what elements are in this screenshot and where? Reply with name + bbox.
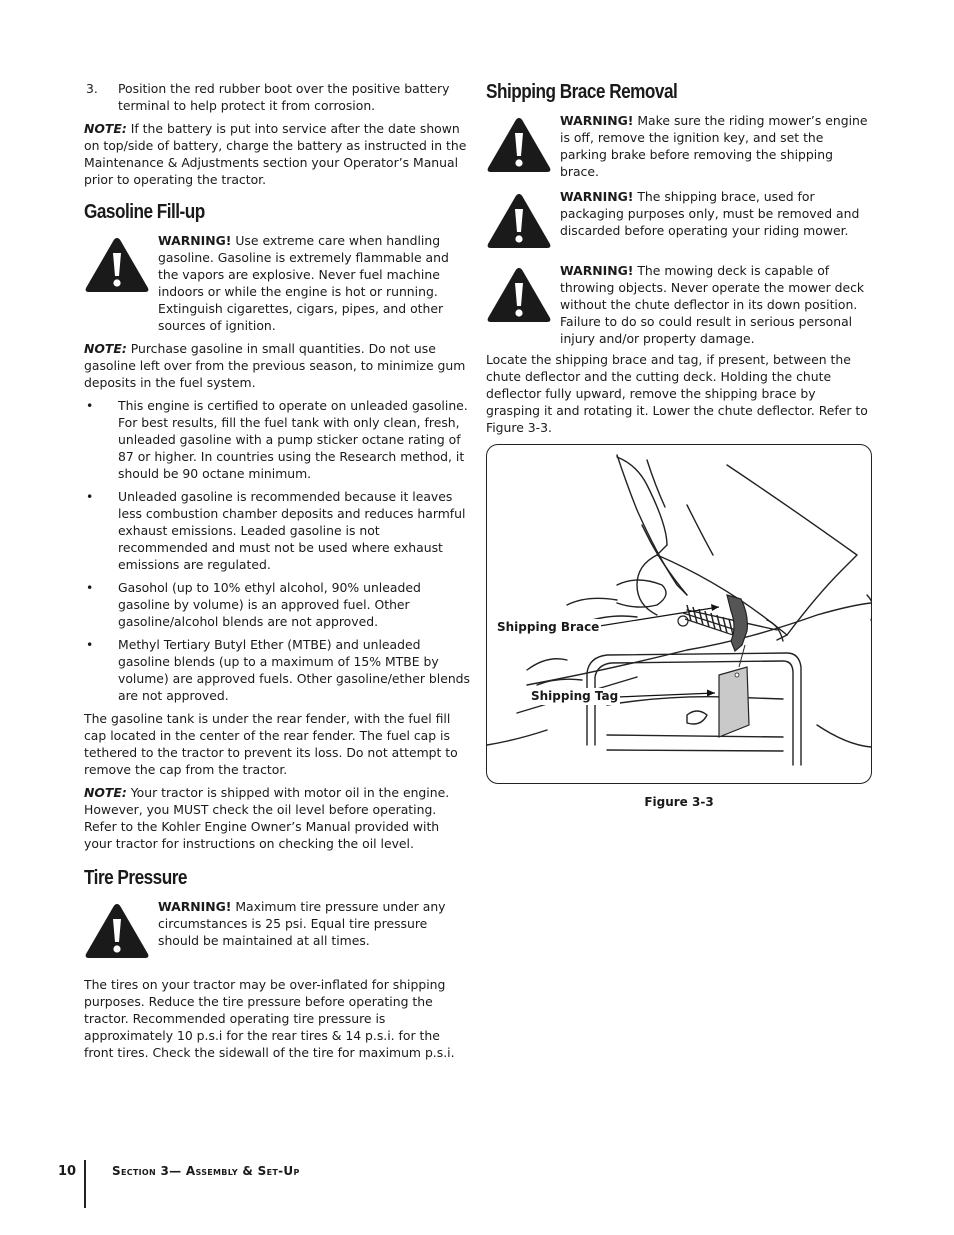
bullet-text: Gasohol (up to 10% ethyl alcohol, 90% unleaded gasoline by volume) is an approved fuel. Other gasoline/alcohol blends are not approved. [118,580,421,629]
warning-text [560,112,872,180]
warning-text [158,232,470,334]
item-number: 3. [86,81,98,96]
warning-label: WARNING! [158,233,232,248]
section-heading-tire: Tire Pressure [84,867,187,889]
list-item [84,636,470,704]
note-text: Purchase gasoline in small quantities. Do not use gasoline left over from the previous season, to minimize gum deposits in the fuel system. [84,341,466,390]
warning-block [486,188,872,262]
warning-block [486,112,872,188]
bullet-list [84,397,470,704]
figure-label-shipping-brace: Shipping Brace [497,620,600,634]
footer-divider [84,1160,86,1208]
warning-text [560,188,872,239]
warning-text [158,898,470,949]
warning-body: The shipping brace, used for packaging purposes only, must be removed and discarded before operating your riding mower. [560,189,860,238]
bullet: • [86,398,94,413]
section-heading-gasoline: Gasoline Fill-up [84,201,205,223]
list-item [84,80,470,114]
note-label: NOTE: [84,341,127,356]
warning-label: WARNING! [158,899,232,914]
list-item [84,488,470,573]
tank-paragraph: The gasoline tank is under the rear fender, with the fuel fill cap located in the center of the rear fender. The fuel cap is tethered to the tractor to prevent its loss. Do not attempt to remove the cap from the tractor. [84,711,458,777]
note-label: NOTE: [84,785,127,800]
figure-caption: Figure 3-3 [644,795,714,809]
warning-label: WARNING! [560,113,634,128]
mower-illustration [487,445,871,783]
warning-triangle-icon [84,236,150,294]
warning-triangle-icon [486,266,552,324]
tire-paragraph: The tires on your tractor may be over-inflated for shipping purposes. Reduce the tire pressure before operating the tractor. Recommended operating tire pressure is approximately 10 p.s.i for the rear tires & 14 p.s.i. for the front tires. Check the sidewall of the tire for maximum p.s.i. [84,977,455,1060]
section-heading-shipping-brace: Shipping Brace Removal [486,81,678,103]
item-text: Position the red rubber boot over the positive battery terminal to help protect it from corrosion. [118,81,450,113]
warning-block [486,262,872,347]
note-paragraph [84,784,470,852]
warning-triangle-icon [486,192,552,250]
warning-block [84,232,470,334]
warning-body: Make sure the riding mower’s engine is off, remove the ignition key, and set the parking brake before removing the shipping brace. [560,113,868,179]
note-text: If the battery is put into service after the date shown on top/side of battery, charge the battery as instructed in the Maintenance & Adjustments section your Operator’s Manual prior to operating the tractor. [84,121,467,187]
warning-label: WARNING! [560,263,634,278]
warning-triangle-icon [84,902,150,960]
list-item [84,579,470,630]
note-paragraph [84,120,470,188]
figure-label-shipping-tag: Shipping Tag [531,689,619,703]
bullet-text: Methyl Tertiary Butyl Ether (MTBE) and unleaded gasoline blends (up to a maximum of 15% MTBE by volume) are approved fuels. Other gasoline/ether blends are not approved. [118,637,470,703]
note-label: NOTE: [84,121,127,136]
warning-body: Maximum tire pressure under any circumstances is 25 psi. Equal tire pressure should be maintained at all times. [158,899,446,948]
bullet-text: This engine is certified to operate on unleaded gasoline. For best results, fill the fuel tank with only clean, fresh, unleaded gasoline with a pump sticker octane rating of 87 or higher. In countries using the Research method, it should be 90 octane minimum. [118,398,468,481]
section-title: Section 3— Assembly & Set-Up [112,1164,300,1178]
warning-label: WARNING! [560,189,634,204]
page-number: 10 [58,1164,77,1179]
warning-triangle-icon [486,116,552,174]
note-paragraph [84,340,470,391]
warning-text [560,262,872,347]
figure-3-3 [486,444,872,784]
right-column [486,80,872,811]
warning-body: Use extreme care when handling gasoline. Gasoline is extremely flammable and the vapors are explosive. Never fuel machine indoors or while the engine is hot or running. Extinguish cigarettes, cigars, pipes, and other sources of ignition. [158,233,449,333]
bullet: • [86,637,94,652]
list-item [84,397,470,482]
bullet-text: Unleaded gasoline is recommended because it leaves less combustion chamber deposits and reduces harmful exhaust emissions. Leaded gasoline is not recommended and must not be used where exhaust emissions are regulated. [118,489,466,572]
bullet: • [86,580,94,595]
note-text: Your tractor is shipped with motor oil in the engine. However, you MUST check the oil level before operating. Refer to the Kohler Engine Owner’s Manual provided with your tractor for instructions on checking the oil level. [84,785,450,851]
warning-block [84,898,470,966]
bullet: • [86,489,94,504]
warning-body: The mowing deck is capable of throwing objects. Never operate the mower deck without the chute deflector in its down position. Failure to do so could result in serious personal injury and/or property damage. [560,263,865,346]
locate-paragraph: Locate the shipping brace and tag, if present, between the chute deflector and the cutting deck. Holding the chute deflector fully upward, remove the shipping brace by grasping it and rotating it. Lower the chute deflector. Refer to Figure 3-3. [486,352,868,435]
left-column [84,80,470,1067]
